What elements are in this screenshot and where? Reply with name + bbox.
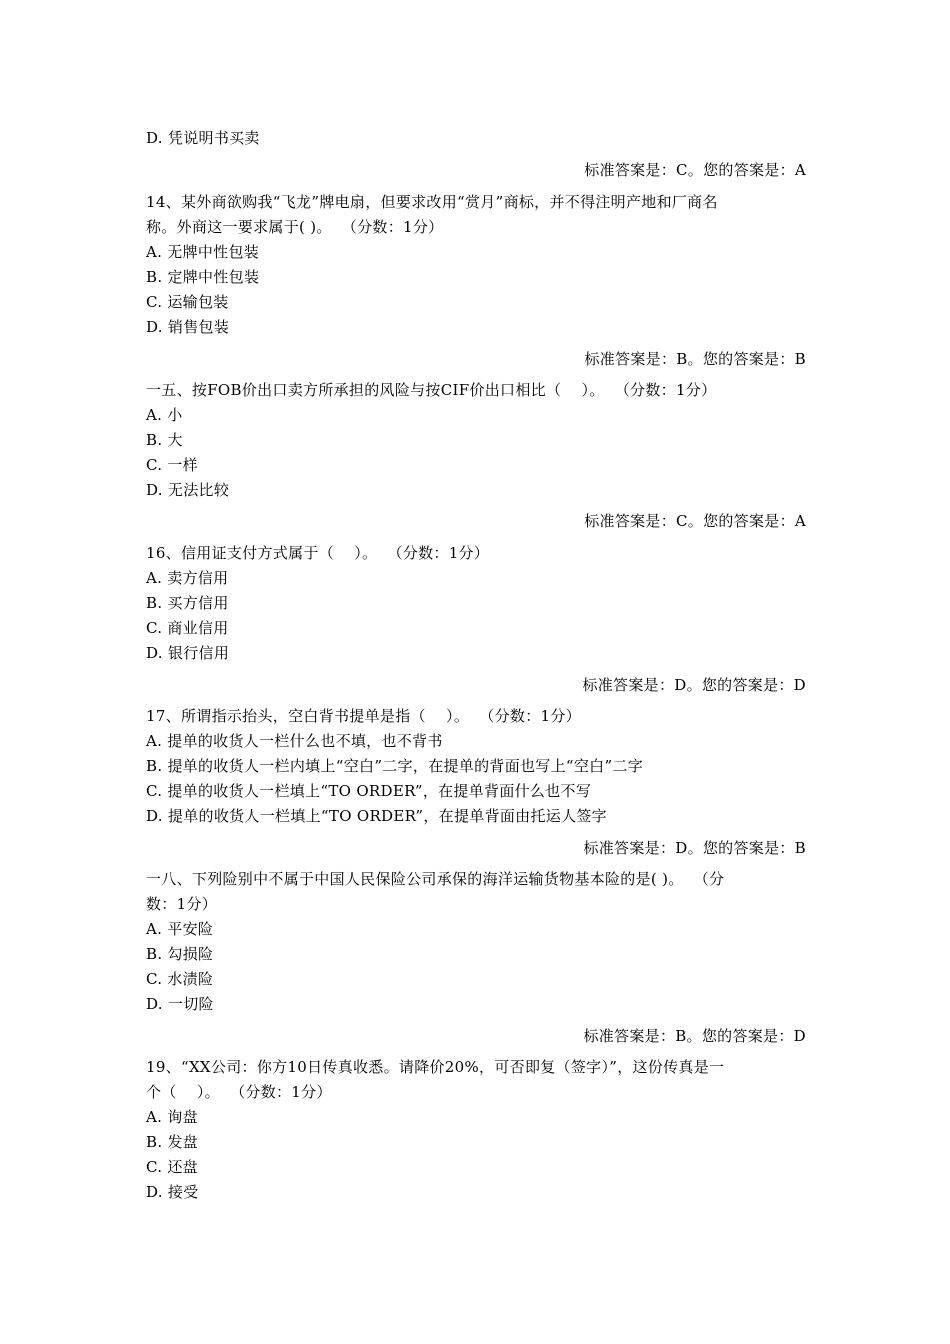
option-line: A. 无牌中性包装 — [146, 243, 260, 261]
option-line: B. 发盘 — [146, 1133, 199, 1151]
option-line: B. 定牌中性包装 — [146, 268, 260, 286]
option-line: A. 小 — [146, 406, 183, 424]
option-line: C. 商业信用 — [146, 619, 229, 637]
option-line: C. 提单的收货人一栏填上“TO ORDER”，在提单背面什么也不写 — [146, 782, 592, 800]
option-line: B. 买方信用 — [146, 594, 229, 612]
option-line: C. 水渍险 — [146, 970, 214, 988]
option-line: A. 卖方信用 — [146, 569, 229, 587]
option-line: B. 提单的收货人一栏内填上“空白”二字，在提单的背面也写上“空白”二字 — [146, 757, 644, 775]
question-text: 19、“XX公司：你方10日传真收悉。请降价20%，可否即复（签字）”，这份传真是一 — [146, 1058, 725, 1076]
option-line: B. 勾损险 — [146, 945, 214, 963]
answer-line: 标准答案是：B。您的答案是：D — [583, 1027, 806, 1045]
option-line: A. 询盘 — [146, 1108, 198, 1126]
question-text: 数：1分） — [146, 895, 218, 913]
option-line: D. 接受 — [146, 1183, 199, 1201]
answer-line: 标准答案是：D。您的答案是：B — [583, 839, 806, 857]
question-text: 一八、下列险别中不属于中国人民保险公司承保的海洋运输货物基本险的是( )。 （分 — [146, 870, 725, 888]
question-text: 称。外商这一要求属于( )。 （分数：1分） — [146, 218, 444, 236]
option-line: D. 销售包装 — [146, 318, 230, 336]
option-line: D. 提单的收货人一栏填上“TO ORDER”，在提单背面由托运人签字 — [146, 807, 607, 825]
option-line: D. 一切险 — [146, 995, 214, 1013]
option-line: D. 无法比较 — [146, 481, 230, 499]
answer-line: 标准答案是：C。您的答案是：A — [584, 512, 806, 530]
question-text: 17、所谓指示抬头，空白背书提单是指（ ）。 （分数：1分） — [146, 707, 581, 725]
option-line: D. 凭说明书买卖 — [146, 129, 260, 147]
answer-line: 标准答案是：D。您的答案是：D — [582, 676, 806, 694]
answer-line: 标准答案是：B。您的答案是：B — [584, 350, 806, 368]
option-line: B. 大 — [146, 431, 183, 449]
option-line: C. 运输包装 — [146, 293, 229, 311]
option-line: D. 银行信用 — [146, 644, 230, 662]
answer-line: 标准答案是：C。您的答案是：A — [584, 161, 806, 179]
option-line: A. 平安险 — [146, 920, 214, 938]
option-line: A. 提单的收货人一栏什么也不填，也不背书 — [146, 732, 443, 750]
question-text: 一五、按FOB价出口卖方所承担的风险与按CIF价出口相比（ ）。 （分数：1分） — [146, 381, 717, 399]
option-line: C. 还盘 — [146, 1158, 198, 1176]
option-line: C. 一样 — [146, 456, 198, 474]
question-text: 个（ ）。 （分数：1分） — [146, 1083, 332, 1101]
question-text: 14、某外商欲购我“飞龙”牌电扇，但要求改用“赏月”商标，并不得注明产地和厂商名 — [146, 193, 718, 211]
question-text: 16、信用证支付方式属于（ ）。 （分数：1分） — [146, 544, 490, 562]
